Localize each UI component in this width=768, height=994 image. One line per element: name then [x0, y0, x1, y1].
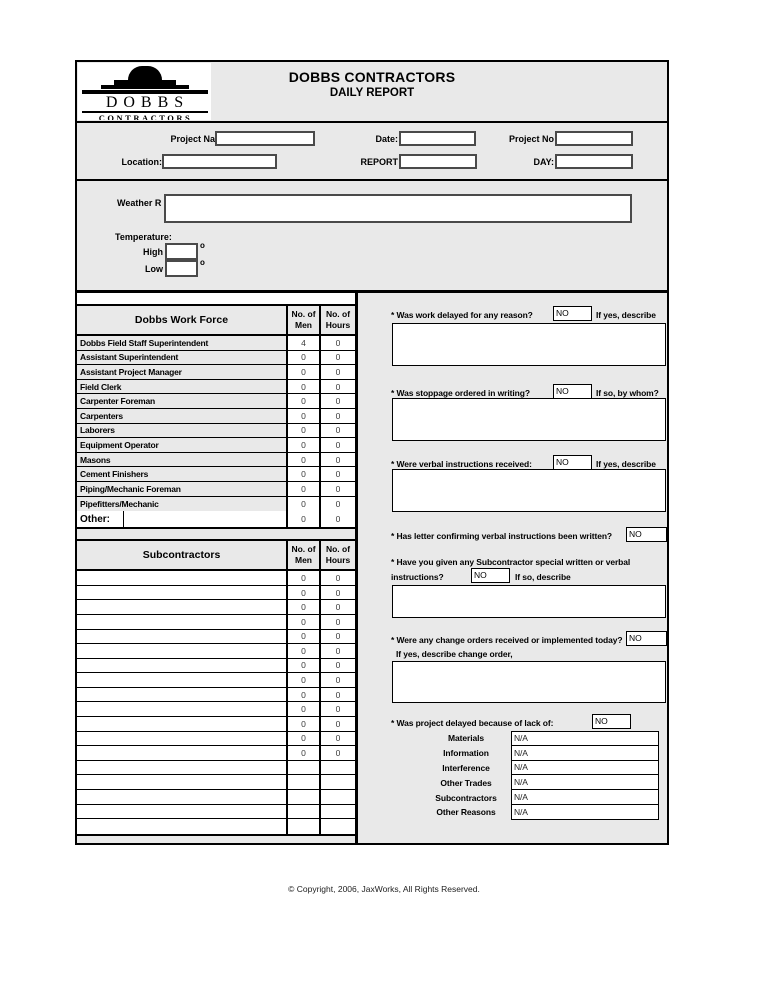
lack-item-label: Other Trades — [440, 777, 492, 788]
weather-label: Weather R — [117, 198, 162, 208]
men-cell[interactable] — [288, 805, 321, 819]
men-cell[interactable]: 0 — [288, 673, 321, 687]
q1-detail-field[interactable] — [392, 323, 666, 366]
q5-followup-label: If so, describe — [515, 572, 571, 582]
workforce-row-label: Equipment Operator — [77, 438, 288, 452]
project-name-field[interactable] — [215, 131, 315, 146]
subcontractor-name-cell[interactable] — [77, 805, 288, 819]
q3-detail-field[interactable] — [392, 469, 666, 512]
temp-low-label: Low — [145, 264, 163, 274]
lack-item-label: Information — [443, 748, 489, 759]
table-row — [77, 761, 355, 776]
men-cell[interactable]: 0 — [288, 453, 321, 467]
hours-cell[interactable]: 0 — [321, 467, 355, 481]
lack-item-label: Other Reasons — [436, 807, 496, 818]
subcontractor-name-cell[interactable] — [77, 746, 288, 760]
q7-label: * Was project delayed because of lack of: — [391, 718, 554, 728]
hours-cell[interactable] — [321, 761, 355, 775]
q1-answer-field[interactable]: NO — [553, 306, 592, 321]
subcontractor-name-cell[interactable] — [77, 819, 288, 834]
hours-cell[interactable] — [321, 805, 355, 819]
table-row — [77, 336, 355, 351]
men-cell[interactable]: 0 — [288, 409, 321, 423]
q5-answer-field[interactable]: NO — [471, 568, 510, 583]
q6-answer-field[interactable]: NO — [626, 631, 667, 646]
hours-cell[interactable]: 0 — [321, 673, 355, 687]
men-cell[interactable]: 0 — [288, 438, 321, 452]
hours-cell[interactable]: 0 — [321, 586, 355, 600]
workforce-row-label: Piping/Mechanic Foreman — [77, 482, 288, 496]
subcontractor-name-cell[interactable] — [77, 673, 288, 687]
workforce-table — [77, 304, 355, 529]
hours-cell[interactable]: 0 — [321, 497, 355, 512]
hours-cell[interactable]: 0 — [321, 571, 355, 585]
lack-item-label: Interference — [442, 762, 490, 773]
daily-report-form — [75, 60, 669, 845]
project-no-label: Project No — [508, 134, 554, 144]
hours-cell[interactable]: 0 — [321, 717, 355, 731]
workforce-row-label: Carpenters — [77, 409, 288, 423]
other-name-field[interactable] — [124, 511, 286, 527]
form-header — [77, 62, 667, 123]
men-cell[interactable]: 0 — [288, 424, 321, 438]
hours-cell[interactable]: 0 — [321, 732, 355, 746]
project-no-field[interactable] — [555, 131, 633, 146]
hours-cell[interactable]: 0 — [321, 351, 355, 365]
table-row — [77, 775, 355, 790]
lack-item-row — [421, 775, 659, 790]
q6-detail-field[interactable] — [392, 661, 666, 703]
lack-item-row — [421, 731, 659, 746]
subcontractor-name-cell[interactable] — [77, 630, 288, 644]
lack-item-label: Subcontractors — [435, 792, 497, 803]
table-row — [77, 673, 355, 688]
report-title: DAILY REPORT — [329, 87, 415, 99]
hours-cell[interactable]: 0 — [321, 438, 355, 452]
men-cell[interactable] — [288, 790, 321, 804]
hours-cell[interactable]: 0 — [321, 424, 355, 438]
location-label: Location: — [121, 157, 162, 167]
table-row — [77, 659, 355, 674]
workforce-row-label: Assistant Project Manager — [77, 365, 288, 379]
temp-high-label: High — [143, 247, 163, 257]
q6-label: * Were any change orders received or implemented today? — [391, 635, 623, 645]
subcontractor-name-cell[interactable] — [77, 644, 288, 658]
other-label: Other: — [77, 511, 124, 527]
copyright-text: © Copyright, 2006, JaxWorks, All Rights Reserved. — [288, 884, 480, 894]
hours-cell[interactable]: 0 — [321, 702, 355, 716]
temp-high-field[interactable] — [165, 243, 198, 260]
subcontractor-rows — [77, 571, 355, 834]
q3-answer-field[interactable]: NO — [553, 455, 592, 470]
lack-item-label: Materials — [448, 733, 484, 744]
day-label: DAY: — [533, 157, 554, 167]
table-row — [77, 702, 355, 717]
table-row — [77, 717, 355, 732]
hours-cell[interactable]: 0 — [321, 336, 355, 350]
lack-item-row — [421, 790, 659, 805]
workforce-row-label: Assistant Superintendent — [77, 351, 288, 365]
table-row — [77, 438, 355, 453]
q4-answer-field[interactable]: NO — [626, 527, 667, 542]
subcontractor-name-cell[interactable] — [77, 775, 288, 789]
workforce-row-label: Laborers — [77, 424, 288, 438]
dome-arch-icon — [78, 66, 211, 94]
q5-label-line2: instructions? — [391, 572, 444, 582]
temperature-label: Temperature: — [115, 232, 172, 242]
table-row — [77, 571, 355, 586]
workforce-rows — [77, 336, 355, 511]
logo-subname: CONTRACTORS — [98, 113, 193, 120]
subcontractor-name-cell[interactable] — [77, 586, 288, 600]
hours-cell[interactable]: 0 — [321, 394, 355, 408]
subcontractor-name-cell[interactable] — [77, 600, 288, 614]
lack-item-value-field[interactable]: N/A — [511, 760, 659, 776]
subcontractor-name-cell[interactable] — [77, 688, 288, 702]
main-section — [77, 293, 667, 843]
hours-cell[interactable] — [321, 790, 355, 804]
q6-followup-label: If yes, describe change order, — [396, 649, 513, 659]
hours-cell[interactable] — [321, 775, 355, 789]
q5-detail-field[interactable] — [392, 585, 666, 618]
date-label: Date: — [375, 134, 398, 144]
table-row — [77, 600, 355, 615]
men-cell[interactable]: 0 — [288, 467, 321, 481]
men-cell[interactable]: 0 — [288, 732, 321, 746]
workforce-other-row — [77, 511, 355, 527]
table-row — [77, 394, 355, 409]
table-row — [77, 409, 355, 424]
lack-item-value-field[interactable]: N/A — [511, 731, 659, 746]
q3-followup-label: If yes, describe — [596, 459, 656, 469]
table-row — [77, 351, 355, 366]
lack-item-row — [421, 805, 659, 820]
men-cell[interactable]: 0 — [288, 746, 321, 760]
temp-low-field[interactable] — [165, 260, 198, 277]
q2-answer-field[interactable]: NO — [553, 384, 592, 399]
workforce-row-label: Carpenter Foreman — [77, 394, 288, 408]
hours-cell[interactable]: 0 — [321, 453, 355, 467]
q1-followup-label: If yes, describe — [596, 310, 656, 320]
weather-field[interactable] — [164, 194, 632, 223]
hours-cell[interactable]: 0 — [321, 615, 355, 629]
location-field[interactable] — [162, 154, 277, 169]
subcontractors-table — [77, 539, 355, 836]
table-row — [77, 805, 355, 820]
table-row — [77, 467, 355, 482]
hours-cell[interactable]: 0 — [321, 365, 355, 379]
men-cell[interactable]: 0 — [288, 600, 321, 614]
spacer-row — [77, 293, 355, 304]
men-cell[interactable]: 0 — [288, 571, 321, 585]
subcontractors-table-header — [77, 541, 355, 571]
subcontractor-name-cell[interactable] — [77, 717, 288, 731]
lack-item-row — [421, 761, 659, 776]
lack-item-row — [421, 746, 659, 761]
other-hours-cell[interactable]: 0 — [321, 511, 355, 527]
subcontractor-name-cell[interactable] — [77, 571, 288, 585]
date-field[interactable] — [399, 131, 476, 146]
hours-cell[interactable] — [321, 819, 355, 834]
men-cell[interactable]: 0 — [288, 351, 321, 365]
table-row — [77, 497, 355, 512]
men-cell[interactable]: 0 — [288, 644, 321, 658]
men-cell[interactable]: 0 — [288, 630, 321, 644]
table-gap — [77, 529, 355, 539]
workforce-table-header — [77, 306, 355, 336]
table-row — [77, 644, 355, 659]
men-cell[interactable]: 0 — [288, 497, 321, 512]
men-cell[interactable]: 0 — [288, 365, 321, 379]
report-field[interactable] — [399, 154, 477, 169]
questions-panel — [358, 293, 667, 843]
q1-label: * Was work delayed for any reason? — [391, 310, 533, 320]
report-label: REPORT — [360, 157, 398, 167]
q2-followup-label: If so, by whom? — [596, 388, 659, 398]
subcontractors-title: Subcontractors — [77, 541, 288, 569]
q3-label: * Were verbal instructions received: — [391, 459, 532, 469]
lack-of-items — [421, 731, 659, 820]
men-cell[interactable]: 0 — [288, 688, 321, 702]
men-cell[interactable]: 0 — [288, 586, 321, 600]
table-row — [77, 819, 355, 834]
table-row — [77, 380, 355, 395]
table-row — [77, 365, 355, 380]
hours-cell[interactable]: 0 — [321, 746, 355, 760]
table-row — [77, 688, 355, 703]
workforce-row-label: Field Clerk — [77, 380, 288, 394]
logo-name: DOBBS — [105, 94, 190, 111]
men-cell[interactable]: 0 — [288, 717, 321, 731]
weather-section — [77, 181, 667, 293]
table-row — [77, 615, 355, 630]
table-row — [77, 630, 355, 645]
company-title: DOBBS CONTRACTORS — [288, 69, 456, 85]
workforce-row-label: Pipefitters/Mechanic — [77, 497, 288, 512]
company-logo — [78, 63, 211, 120]
table-row — [77, 746, 355, 761]
men-cell[interactable]: 0 — [288, 482, 321, 496]
subcontractor-name-cell[interactable] — [77, 702, 288, 716]
q5-label-line1: * Have you given any Subcontractor special written or verbal — [391, 557, 631, 567]
col-header-hours: No. of Hours — [325, 544, 351, 566]
hours-cell[interactable]: 0 — [321, 600, 355, 614]
lack-item-value-field[interactable]: N/A — [511, 789, 659, 805]
workforce-title: Dobbs Work Force — [77, 306, 288, 334]
men-cell[interactable] — [288, 775, 321, 789]
workforce-row-label: Cement Finishers — [77, 467, 288, 481]
workforce-row-label: Masons — [77, 453, 288, 467]
table-row — [77, 790, 355, 805]
lack-item-value-field[interactable]: N/A — [511, 804, 659, 820]
hours-cell[interactable]: 0 — [321, 482, 355, 496]
table-row — [77, 424, 355, 439]
hours-cell[interactable]: 0 — [321, 659, 355, 673]
subcontractor-name-cell[interactable] — [77, 659, 288, 673]
men-cell[interactable]: 0 — [288, 394, 321, 408]
lack-item-value-field[interactable]: N/A — [511, 774, 659, 790]
men-cell[interactable]: 0 — [288, 615, 321, 629]
subcontractor-name-cell[interactable] — [77, 615, 288, 629]
subcontractor-name-cell[interactable] — [77, 732, 288, 746]
col-header-hours: No. of Hours — [325, 309, 351, 330]
degree-icon: o — [200, 258, 205, 267]
table-row — [77, 482, 355, 497]
col-header-men: No. of Men — [288, 306, 321, 334]
col-header-men: No. of Men — [288, 541, 321, 569]
degree-icon: o — [200, 241, 205, 250]
subcontractor-name-cell[interactable] — [77, 790, 288, 804]
hours-cell[interactable]: 0 — [321, 380, 355, 394]
hours-cell[interactable]: 0 — [321, 630, 355, 644]
left-panel — [77, 293, 358, 843]
project-name-label: Project Na — [170, 134, 215, 144]
q7-answer-field[interactable]: NO — [592, 714, 631, 729]
men-cell[interactable]: 0 — [288, 380, 321, 394]
day-field[interactable] — [555, 154, 633, 169]
men-cell[interactable]: 0 — [288, 659, 321, 673]
table-row — [77, 732, 355, 747]
other-men-cell[interactable]: 0 — [288, 511, 321, 527]
q2-detail-field[interactable] — [392, 398, 666, 441]
hours-cell[interactable]: 0 — [321, 688, 355, 702]
men-cell[interactable]: 0 — [288, 702, 321, 716]
men-cell[interactable] — [288, 761, 321, 775]
subcontractor-name-cell[interactable] — [77, 761, 288, 775]
workforce-row-label: Dobbs Field Staff Superintendent — [77, 336, 288, 350]
hours-cell[interactable]: 0 — [321, 644, 355, 658]
men-cell[interactable] — [288, 819, 321, 834]
men-cell[interactable]: 4 — [288, 336, 321, 350]
project-info-section — [77, 123, 667, 181]
table-row — [77, 453, 355, 468]
hours-cell[interactable]: 0 — [321, 409, 355, 423]
table-row — [77, 586, 355, 601]
lack-item-value-field[interactable]: N/A — [511, 745, 659, 761]
q4-label: * Has letter confirming verbal instructions been written? — [391, 531, 613, 541]
q2-label: * Was stoppage ordered in writing? — [391, 388, 530, 398]
